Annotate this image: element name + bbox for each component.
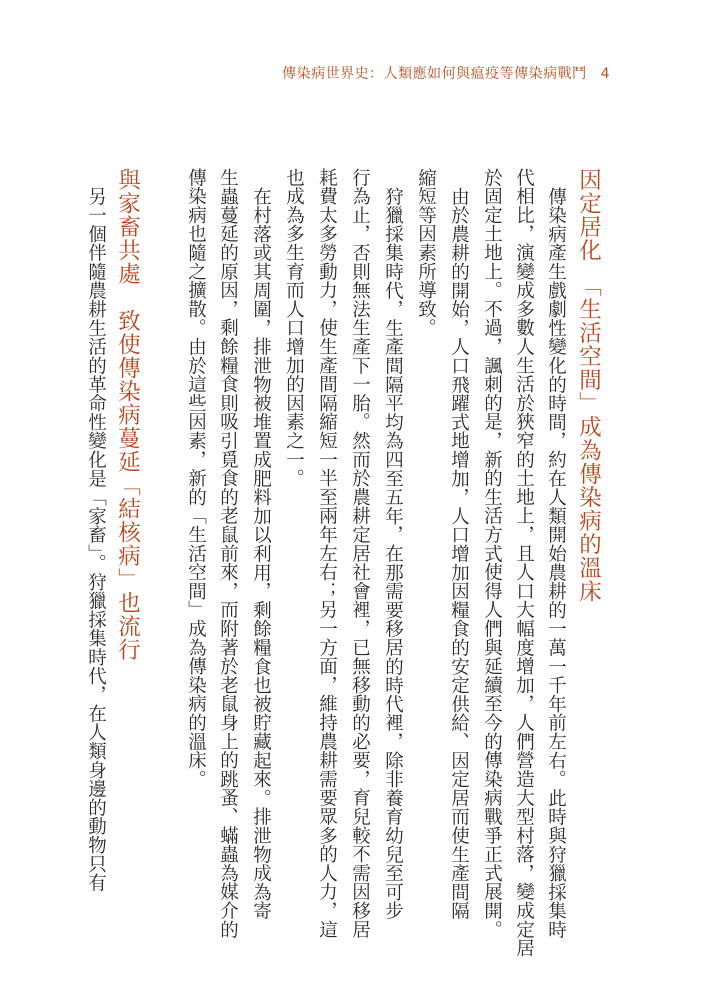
paragraph-line: 由於農耕的開始，人口飛躍式地增加，人口增加因糧食的安定供給、因定居而使生產間隔 xyxy=(448,187,470,921)
paragraph-line: 傳染病也隨之擴散。由於這些因素，新的「生活空間」成為傳染病的溫床。 xyxy=(185,168,207,789)
paragraph-line: 在村落或其周圍，排泄物被堆置成肥料加以利用，剩餘糧食也被貯藏起來。排泄物成為寄 xyxy=(250,187,272,921)
section-heading-2: 與家畜共處 致使傳染病蔓延「結核病」也流行 xyxy=(114,168,141,662)
page-body xyxy=(80,168,620,958)
paragraph-line: 另一個伴隨農耕生活的革命性變化是「家畜」。狩獵採集時代，在人類身邊的動物只有 xyxy=(85,187,107,893)
book-title: 傳染病世界史：人類應如何與瘟疫等傳染病戰鬥 xyxy=(282,66,587,82)
paragraph-line: 於固定土地上。不過，諷刺的是，新的生活方式使得人們與延續至今的傳染病戰爭正式展開。 xyxy=(481,168,503,939)
paragraph-line: 縮短等因素所導致。 xyxy=(415,168,437,338)
paragraph-line: 傳染病產生戲劇性變化的時間，約在人類開始農耕的一萬一千年前左右。此時與狩獵採集時 xyxy=(545,187,567,939)
paragraph-line: 耗費太多勞動力，使生產間隔縮短一半至兩年左右；另一方面，維持農耕需要眾多的人力，這 xyxy=(316,168,338,939)
paragraph-line: 行為止，否則無法生產下一胎。然而於農耕定居社會裡，已無移動的必要，育兒較不需因移居 xyxy=(349,168,371,939)
running-header xyxy=(282,63,610,83)
paragraph-line: 生蟲蔓延的原因，剩餘糧食則吸引覓食的老鼠前來，而附著於老鼠身上的跳蚤、蟎蟲為媒介的 xyxy=(217,168,239,939)
paragraph-line: 代相比，演變成多數人生活於狹窄的土地上，且人口大幅度增加，人們營造大型村落，變成定居 xyxy=(513,168,535,958)
paragraph-line: 也成為多生育而人口增加的因素之一。 xyxy=(283,168,305,488)
page-number: 4 xyxy=(600,66,610,82)
paragraph-line: 狩獵採集時代，生產間隔平均為四至五年，在那需要移居的時代裡，除非養育幼兒至可步 xyxy=(382,187,404,921)
section-heading-1: 因定居化 「生活空間」成為傳染病的溫床 xyxy=(575,168,602,604)
